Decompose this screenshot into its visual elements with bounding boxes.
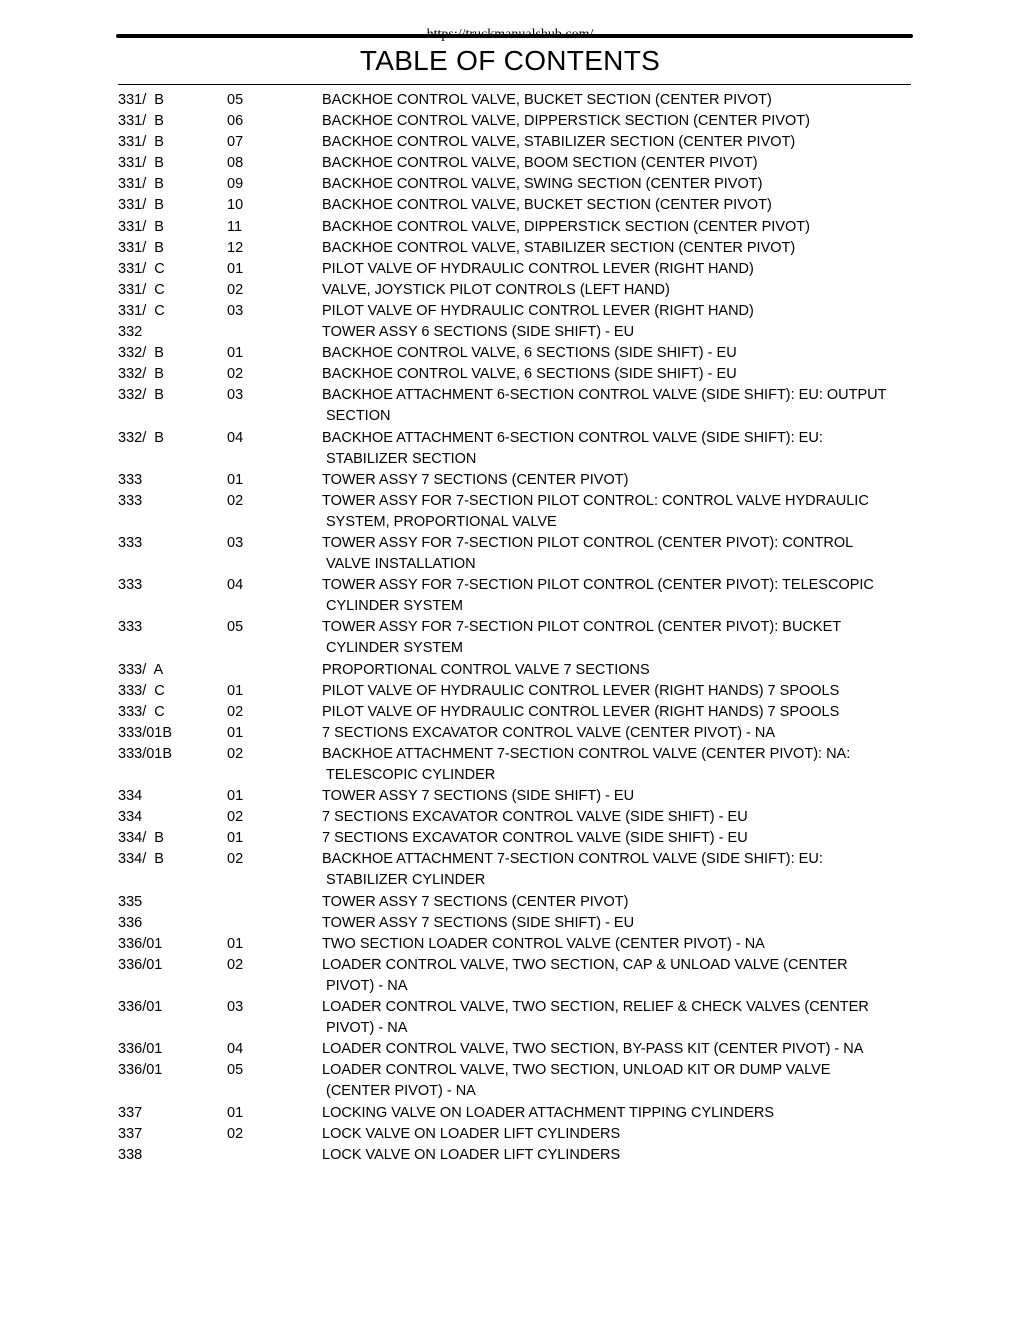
- subsection-number: [227, 660, 322, 681]
- entry-title: [322, 280, 882, 301]
- section-number: 334/ B: [118, 830, 164, 847]
- entry-title-line: BACKHOE CONTROL VALVE, STABILIZER SECTION (CENTER PIVOT): [322, 239, 796, 256]
- section-number: 332/ B: [118, 366, 164, 383]
- entry-title: [322, 174, 882, 195]
- subsection-number: 07: [227, 134, 244, 151]
- section-number: 336/01: [118, 999, 163, 1016]
- toc-row[interactable]: [118, 744, 908, 786]
- section-number: 331/ B: [118, 113, 164, 130]
- subsection-number: 01: [227, 345, 244, 362]
- subsection-number: 01: [227, 471, 244, 488]
- section-number: 333: [118, 534, 143, 551]
- entry-title-continuation: TELESCOPIC CYLINDER: [326, 767, 496, 783]
- section-number: 333/01B: [118, 745, 173, 762]
- section-number: 336/01: [118, 1041, 163, 1058]
- section-number: 336: [118, 914, 143, 931]
- toc-row[interactable]: [118, 997, 908, 1039]
- toc-row[interactable]: [118, 1145, 908, 1166]
- entry-title: [322, 364, 882, 385]
- entry-title: [322, 892, 882, 913]
- section-number: 331/ B: [118, 239, 164, 256]
- toc-row[interactable]: [118, 1039, 908, 1060]
- entry-title: [322, 90, 882, 111]
- entry-title: [322, 132, 882, 153]
- entry-title: [322, 1039, 882, 1060]
- subsection-number: [227, 913, 322, 934]
- subsection-number: 02: [227, 956, 244, 973]
- toc-row[interactable]: [118, 153, 908, 174]
- entry-title-line: TWO SECTION LOADER CONTROL VALVE (CENTER PIVOT) - NA: [322, 935, 765, 952]
- toc-row[interactable]: [118, 238, 908, 259]
- title-divider: [118, 84, 911, 85]
- subsection-number: 09: [227, 176, 244, 193]
- toc-row[interactable]: [118, 849, 908, 891]
- entry-title-line: LOCKING VALVE ON LOADER ATTACHMENT TIPPING CYLINDERS: [322, 1104, 775, 1121]
- entry-title-line: LOCK VALVE ON LOADER LIFT CYLINDERS: [322, 1125, 621, 1142]
- entry-title-line: 7 SECTIONS EXCAVATOR CONTROL VALVE (SIDE SHIFT) - EU: [322, 830, 748, 847]
- subsection-number: 02: [227, 281, 244, 298]
- subsection-number: 08: [227, 155, 244, 172]
- entry-title-line: BACKHOE CONTROL VALVE, BUCKET SECTION (CENTER PIVOT): [322, 92, 772, 108]
- section-number: 334: [118, 788, 143, 805]
- entry-title-line: PILOT VALVE OF HYDRAULIC CONTROL LEVER (RIGHT HANDS) 7 SPOOLS: [322, 682, 840, 699]
- entry-title-line: LOADER CONTROL VALVE, TWO SECTION, UNLOAD KIT OR DUMP VALVE: [322, 1062, 831, 1079]
- entry-title: [322, 681, 882, 702]
- entry-title: [322, 385, 887, 427]
- section-number: 337: [118, 1125, 143, 1142]
- toc-row[interactable]: [118, 955, 908, 997]
- entry-title-line: LOADER CONTROL VALVE, TWO SECTION, RELIEF & CHECK VALVES (CENTER: [322, 999, 869, 1016]
- entry-title: [322, 259, 882, 280]
- section-number: 331/ B: [118, 197, 164, 214]
- subsection-number: 04: [227, 577, 244, 594]
- section-number: 333: [118, 619, 143, 636]
- entry-title: [322, 238, 882, 259]
- entry-title: [322, 1103, 882, 1124]
- toc-row[interactable]: [118, 660, 908, 681]
- section-number: 331/ C: [118, 260, 165, 277]
- toc-row[interactable]: [118, 491, 908, 533]
- watermark-url: https://truckmanualshub.com/: [426, 27, 594, 42]
- entry-title: [322, 491, 882, 533]
- entry-title: [322, 217, 882, 238]
- subsection-number: 06: [227, 113, 244, 130]
- entry-title: [322, 786, 882, 807]
- subsection-number: 01: [227, 788, 244, 805]
- subsection-number: 04: [227, 429, 244, 446]
- entry-title-line: TOWER ASSY 7 SECTIONS (CENTER PIVOT): [322, 893, 629, 910]
- entry-title-line: TOWER ASSY FOR 7-SECTION PILOT CONTROL (CENTER PIVOT): TELESCOPIC: [322, 577, 874, 594]
- toc-row[interactable]: [118, 195, 908, 216]
- entry-title: [322, 617, 882, 659]
- toc-row[interactable]: [118, 259, 908, 280]
- subsection-number: 05: [227, 92, 244, 108]
- entry-title-line: BACKHOE ATTACHMENT 6-SECTION CONTROL VALVE (SIDE SHIFT): EU:: [322, 429, 823, 446]
- subsection-number: 01: [227, 1104, 244, 1121]
- entry-title-line: BACKHOE CONTROL VALVE, DIPPERSTICK SECTION (CENTER PIVOT): [322, 218, 810, 235]
- entry-title: [322, 934, 882, 955]
- entry-title-line: TOWER ASSY 7 SECTIONS (SIDE SHIFT) - EU: [322, 788, 635, 805]
- subsection-number: [227, 1145, 322, 1166]
- toc-row[interactable]: [118, 934, 908, 955]
- section-number: 333/ C: [118, 682, 165, 699]
- subsection-number: 03: [227, 534, 244, 551]
- subsection-number: 12: [227, 239, 244, 256]
- entry-title: [322, 955, 882, 997]
- subsection-number: 03: [227, 999, 244, 1016]
- subsection-number: 01: [227, 830, 244, 847]
- entry-title-continuation: PIVOT) - NA: [326, 1020, 408, 1037]
- toc-row[interactable]: [118, 364, 908, 385]
- entry-title-continuation: STABILIZER CYLINDER: [326, 872, 486, 889]
- entry-title-line: 7 SECTIONS EXCAVATOR CONTROL VALVE (CENTER PIVOT) - NA: [322, 724, 776, 741]
- subsection-number: [227, 892, 322, 913]
- subsection-number: 01: [227, 724, 244, 741]
- section-number: 331/ B: [118, 155, 164, 172]
- entry-title-line: PILOT VALVE OF HYDRAULIC CONTROL LEVER (RIGHT HAND): [322, 302, 754, 319]
- entry-title: [322, 849, 882, 891]
- subsection-number: 01: [227, 682, 244, 699]
- toc-row[interactable]: [118, 322, 908, 343]
- entry-title: [322, 723, 882, 744]
- subsection-number: 01: [227, 935, 244, 952]
- entry-title-line: LOCK VALVE ON LOADER LIFT CYLINDERS: [322, 1146, 621, 1163]
- entry-title: [322, 470, 882, 491]
- section-number: 336/01: [118, 1062, 163, 1079]
- subsection-number: 03: [227, 302, 244, 319]
- toc-row[interactable]: [118, 1124, 908, 1145]
- toc-row[interactable]: [118, 807, 908, 828]
- toc-row[interactable]: [118, 892, 908, 913]
- section-number: 331/ B: [118, 218, 164, 235]
- toc-row[interactable]: [118, 428, 908, 470]
- toc-row[interactable]: [118, 343, 908, 364]
- entry-title-continuation: STABILIZER SECTION: [326, 450, 477, 467]
- entry-title: [322, 153, 882, 174]
- subsection-number: 11: [227, 218, 243, 235]
- toc-row[interactable]: [118, 702, 908, 723]
- entry-title-line: BACKHOE CONTROL VALVE, BUCKET SECTION (CENTER PIVOT): [322, 197, 772, 214]
- section-number: 333/01B: [118, 724, 173, 741]
- toc-row[interactable]: [118, 681, 908, 702]
- entry-title: [322, 322, 882, 343]
- toc-row[interactable]: [118, 913, 908, 934]
- section-number: 332: [118, 324, 143, 341]
- subsection-number: 02: [227, 745, 244, 762]
- entry-title-continuation: CYLINDER SYSTEM: [326, 640, 463, 657]
- toc-row[interactable]: [118, 217, 908, 238]
- section-number: 338: [118, 1146, 143, 1163]
- toc-list: [118, 90, 908, 1166]
- entry-title-line: TOWER ASSY 6 SECTIONS (SIDE SHIFT) - EU: [322, 324, 635, 341]
- entry-title: [322, 533, 882, 575]
- toc-row[interactable]: [118, 1060, 908, 1102]
- subsection-number: [227, 322, 322, 343]
- section-number: 334/ B: [118, 851, 164, 868]
- toc-row[interactable]: [118, 385, 908, 427]
- entry-title: [322, 195, 882, 216]
- entry-title: [322, 575, 882, 617]
- section-number: 331/ C: [118, 281, 165, 298]
- entry-title: [322, 744, 882, 786]
- entry-title-continuation: (CENTER PIVOT) - NA: [326, 1083, 476, 1100]
- entry-title-line: 7 SECTIONS EXCAVATOR CONTROL VALVE (SIDE SHIFT) - EU: [322, 809, 748, 826]
- toc-row[interactable]: [118, 470, 908, 491]
- subsection-number: 02: [227, 703, 244, 720]
- toc-row[interactable]: [118, 132, 908, 153]
- entry-title-line: BACKHOE ATTACHMENT 7-SECTION CONTROL VALVE (CENTER PIVOT): NA:: [322, 745, 851, 762]
- section-number: 337: [118, 1104, 143, 1121]
- entry-title-continuation: PIVOT) - NA: [326, 977, 408, 994]
- section-number: 332/ B: [118, 345, 164, 362]
- section-number: 332/ B: [118, 429, 164, 446]
- subsection-number: 03: [227, 387, 244, 404]
- toc-row[interactable]: [118, 723, 908, 744]
- entry-title: [322, 301, 882, 322]
- section-number: 333: [118, 471, 143, 488]
- entry-title-line: TOWER ASSY FOR 7-SECTION PILOT CONTROL (CENTER PIVOT): BUCKET: [322, 619, 842, 636]
- toc-row[interactable]: [118, 1103, 908, 1124]
- entry-title-line: BACKHOE CONTROL VALVE, STABILIZER SECTION (CENTER PIVOT): [322, 134, 796, 151]
- entry-title-line: TOWER ASSY 7 SECTIONS (CENTER PIVOT): [322, 471, 629, 488]
- entry-title-line: BACKHOE CONTROL VALVE, SWING SECTION (CENTER PIVOT): [322, 176, 763, 193]
- toc-row[interactable]: [118, 280, 908, 301]
- entry-title: [322, 1060, 882, 1102]
- subsection-number: 05: [227, 619, 244, 636]
- entry-title: [322, 702, 882, 723]
- entry-title: [322, 660, 882, 681]
- subsection-number: 02: [227, 1125, 244, 1142]
- entry-title-line: VALVE, JOYSTICK PILOT CONTROLS (LEFT HAND): [322, 281, 670, 298]
- entry-title-line: PROPORTIONAL CONTROL VALVE 7 SECTIONS: [322, 661, 650, 678]
- toc-row[interactable]: [118, 828, 908, 849]
- section-number: 331/ C: [118, 302, 165, 319]
- section-number: 331/ B: [118, 176, 164, 193]
- entry-title-continuation: VALVE INSTALLATION: [326, 556, 476, 573]
- toc-row[interactable]: [118, 533, 908, 575]
- entry-title-line: BACKHOE ATTACHMENT 7-SECTION CONTROL VALVE (SIDE SHIFT): EU:: [322, 851, 823, 868]
- section-number: 333/ C: [118, 703, 165, 720]
- section-number: 333/ A: [118, 661, 164, 678]
- entry-title-line: PILOT VALVE OF HYDRAULIC CONTROL LEVER (RIGHT HAND): [322, 260, 754, 277]
- entry-title-line: TOWER ASSY FOR 7-SECTION PILOT CONTROL: CONTROL VALVE HYDRAULIC: [322, 492, 869, 509]
- section-number: 336/01: [118, 935, 163, 952]
- section-number: 333: [118, 577, 143, 594]
- entry-title-continuation: SECTION: [326, 408, 391, 425]
- entry-title-line: TOWER ASSY 7 SECTIONS (SIDE SHIFT) - EU: [322, 914, 635, 931]
- entry-title-line: BACKHOE CONTROL VALVE, 6 SECTIONS (SIDE SHIFT) - EU: [322, 345, 737, 362]
- toc-row[interactable]: [118, 575, 908, 617]
- entry-title: [322, 913, 882, 934]
- toc-row[interactable]: [118, 301, 908, 322]
- section-number: 334: [118, 809, 143, 826]
- entry-title-line: TOWER ASSY FOR 7-SECTION PILOT CONTROL (CENTER PIVOT): CONTROL: [322, 534, 854, 551]
- section-number: 331/ B: [118, 92, 164, 108]
- page-title: TABLE OF CONTENTS: [359, 45, 661, 76]
- toc-row[interactable]: [118, 174, 908, 195]
- section-number: 335: [118, 893, 143, 910]
- subsection-number: 02: [227, 366, 244, 383]
- entry-title: [322, 828, 882, 849]
- toc-row[interactable]: [118, 90, 908, 111]
- toc-row[interactable]: [118, 617, 908, 659]
- entry-title-continuation: CYLINDER SYSTEM: [326, 598, 463, 615]
- section-number: 333: [118, 492, 143, 509]
- entry-title: [322, 343, 882, 364]
- subsection-number: 02: [227, 492, 244, 509]
- section-number: 331/ B: [118, 134, 164, 151]
- toc-row[interactable]: [118, 786, 908, 807]
- subsection-number: 02: [227, 851, 244, 868]
- entry-title-line: LOADER CONTROL VALVE, TWO SECTION, BY-PASS KIT (CENTER PIVOT) - NA: [322, 1041, 864, 1058]
- subsection-number: 10: [227, 197, 244, 214]
- subsection-number: 05: [227, 1062, 244, 1079]
- subsection-number: 02: [227, 809, 244, 826]
- entry-title-line: BACKHOE CONTROL VALVE, BOOM SECTION (CENTER PIVOT): [322, 155, 758, 172]
- entry-title: [322, 1124, 882, 1145]
- subsection-number: 04: [227, 1041, 244, 1058]
- section-number: 336/01: [118, 956, 163, 973]
- subsection-number: 01: [227, 260, 244, 277]
- entry-title-line: LOADER CONTROL VALVE, TWO SECTION, CAP & UNLOAD VALVE (CENTER: [322, 956, 848, 973]
- entry-title-line: BACKHOE ATTACHMENT 6-SECTION CONTROL VALVE (SIDE SHIFT): EU: OUTPUT: [322, 387, 887, 404]
- entry-title-line: BACKHOE CONTROL VALVE, 6 SECTIONS (SIDE SHIFT) - EU: [322, 366, 737, 383]
- section-number: 332/ B: [118, 387, 164, 404]
- entry-title-line: PILOT VALVE OF HYDRAULIC CONTROL LEVER (RIGHT HANDS) 7 SPOOLS: [322, 703, 840, 720]
- entry-title: [322, 807, 882, 828]
- entry-title: [322, 997, 882, 1039]
- toc-row[interactable]: [118, 111, 908, 132]
- entry-title-line: BACKHOE CONTROL VALVE, DIPPERSTICK SECTION (CENTER PIVOT): [322, 113, 810, 130]
- entry-title-continuation: SYSTEM, PROPORTIONAL VALVE: [326, 513, 557, 530]
- entry-title: [322, 111, 882, 132]
- entry-title: [322, 1145, 882, 1166]
- entry-title: [322, 428, 882, 470]
